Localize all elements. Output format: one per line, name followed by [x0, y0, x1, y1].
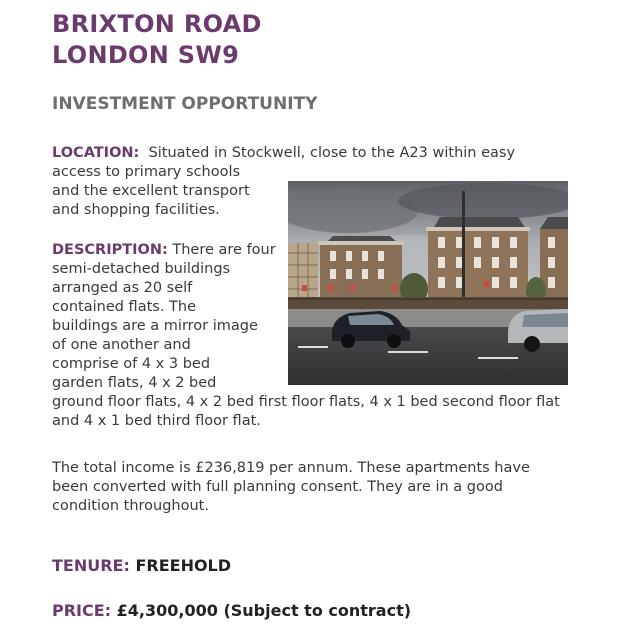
- property-photo: [288, 181, 568, 385]
- income-text-2: been converted with full planning consent. They are in a good: [52, 479, 503, 495]
- location-text-4: and shopping facilities.: [52, 202, 220, 218]
- tenure-row: [52, 555, 231, 577]
- description-text-2: semi-detached buildings: [52, 261, 231, 277]
- price-label: PRICE:: [52, 601, 112, 620]
- location-line-1: [52, 144, 515, 163]
- tenure-value: FREEHOLD: [135, 556, 232, 575]
- location-text-3: and the excellent transport: [52, 183, 250, 199]
- title-line-city: LONDON SW9: [52, 41, 240, 69]
- income-section: [52, 459, 530, 516]
- location-text-1: Situated in Stockwell, close to the A23 within easy: [148, 145, 516, 161]
- description-label: DESCRIPTION:: [52, 242, 168, 258]
- location-label: LOCATION:: [52, 145, 140, 161]
- location-text-2: access to primary schools: [52, 164, 241, 180]
- description-text-9: ground floor flats, 4 x 2 bed first floor flats, 4 x 1 bed second floor flat: [52, 394, 560, 410]
- description-text-1: There are four: [172, 242, 276, 258]
- description-text-4: contained flats. The: [52, 299, 197, 315]
- description-text-7: comprise of 4 x 3 bed: [52, 356, 211, 372]
- price-value: £4,300,000 (Subject to contract): [116, 601, 412, 620]
- description-text-8: garden flats, 4 x 2 bed: [52, 375, 217, 391]
- income-text-1: The total income is £236,819 per annum. These apartments have: [52, 460, 530, 476]
- income-text-3: condition throughout.: [52, 498, 209, 514]
- page-title: [52, 9, 262, 71]
- description-text-5: buildings are a mirror image: [52, 318, 258, 334]
- price-row: [52, 600, 411, 622]
- description-text-6: of one another and: [52, 337, 191, 353]
- description-text-3: arranged as 20 self: [52, 280, 193, 296]
- subtitle: INVESTMENT OPPORTUNITY: [52, 94, 318, 114]
- description-text-10: and 4 x 1 bed third floor flat.: [52, 413, 261, 429]
- title-line-street: BRIXTON ROAD: [52, 10, 262, 38]
- tenure-label: TENURE:: [52, 556, 130, 575]
